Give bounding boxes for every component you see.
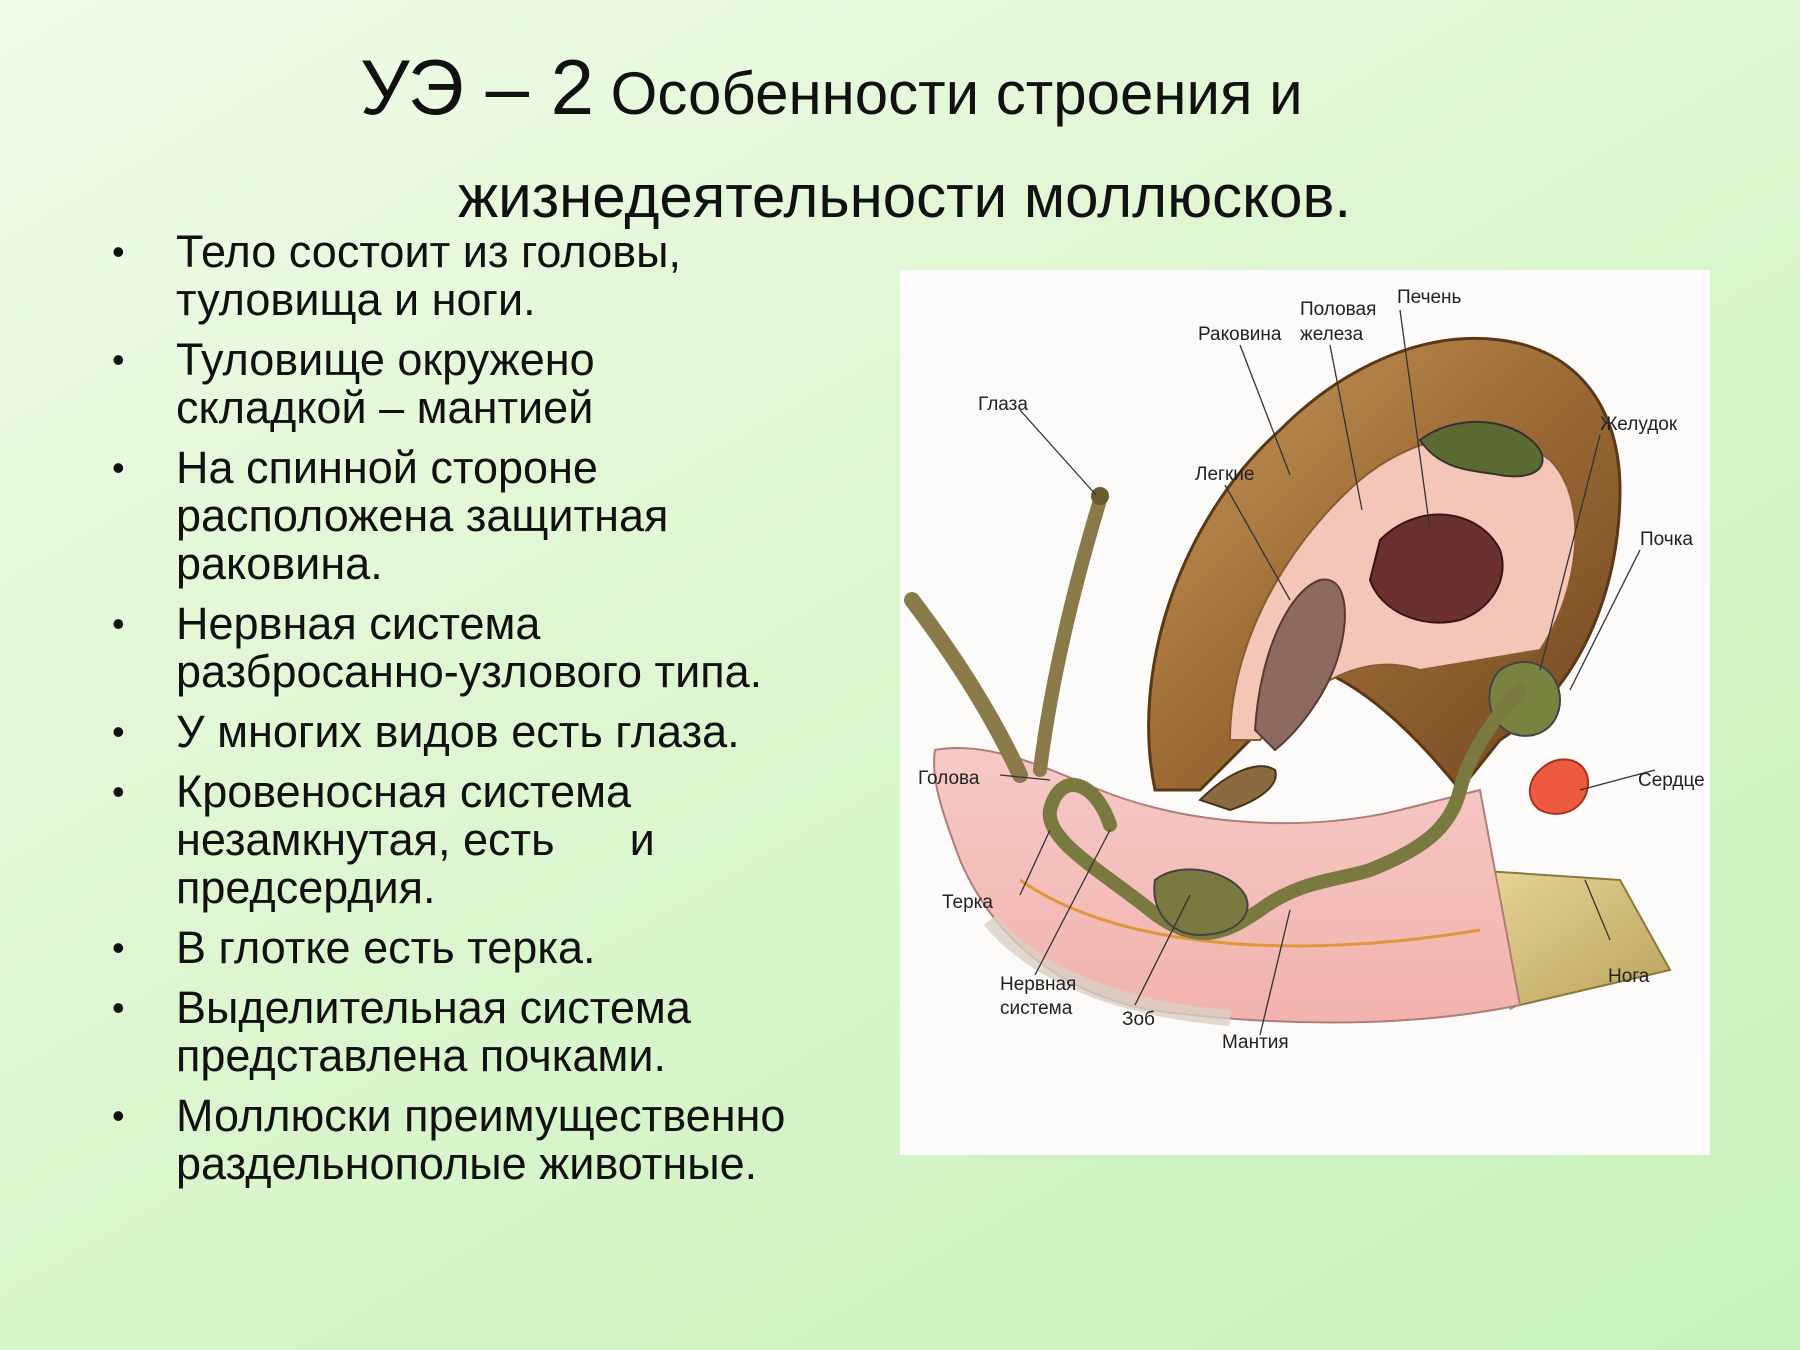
bullet-text: Тело состоит из головы, туловища и ноги. (176, 226, 681, 325)
bullet-text: В глотке есть терка. (176, 922, 596, 973)
bullet-dot: • (112, 927, 125, 968)
bullet-item (100, 336, 880, 432)
bullet-list (100, 228, 880, 1200)
bullet-dot: • (112, 339, 125, 380)
label-mantle: Мантия (1222, 1032, 1289, 1053)
eye-tentacle (1040, 500, 1100, 770)
bullet-text: Нервная система разбросанно-узлового типа. (176, 598, 763, 697)
bullet-dot: • (112, 231, 125, 272)
label-radula: Терка (942, 892, 993, 913)
label-foot: Нога (1608, 966, 1650, 987)
label-shell: Раковина (1198, 324, 1282, 345)
label-gonad-2: железа (1300, 324, 1364, 345)
title-text-1: Особенности строения и (594, 60, 1303, 127)
bullet-item (100, 924, 880, 972)
bullet-item (100, 984, 880, 1080)
label-crop: Зоб (1122, 1009, 1155, 1030)
bullet-item (100, 1092, 880, 1188)
bullet-item (100, 444, 880, 588)
bullet-dot: • (112, 711, 125, 752)
bullet-item (100, 600, 880, 696)
label-liver: Печень (1397, 287, 1462, 308)
snail-anatomy-figure (900, 270, 1710, 1155)
eye-tip (1091, 487, 1109, 505)
bullet-item (100, 708, 880, 756)
label-lungs: Легкие (1195, 464, 1255, 485)
bullet-text: У многих видов есть глаза. (176, 706, 740, 757)
snail-illustration (900, 270, 1710, 1155)
bullet-dot: • (112, 987, 125, 1028)
label-kidney: Почка (1640, 529, 1694, 550)
title-text-2: жизнедеятельности моллюсков. (458, 163, 1351, 230)
label-nerve-1: Нервная (1000, 974, 1077, 995)
bullet-text: Кровеносная система незамкнутая, есть и предсердия. (176, 766, 655, 913)
bullet-dot: • (112, 1095, 125, 1136)
bullet-text: Выделительная система представлена почками. (176, 982, 691, 1081)
label-eyes: Глаза (978, 394, 1028, 415)
title-code: УЭ – 2 (360, 43, 594, 131)
bullet-item (100, 768, 880, 912)
bullet-item (100, 228, 880, 324)
label-head: Голова (918, 768, 980, 789)
liver-organ (1370, 515, 1503, 623)
label-gonad-1: Половая (1300, 299, 1377, 320)
slide-title (360, 42, 1560, 239)
bullet-text: Моллюски преимущественно раздельнополые животные. (176, 1090, 786, 1189)
bullet-dot: • (112, 447, 125, 488)
bullet-dot: • (112, 771, 125, 812)
bullet-dot: • (112, 603, 125, 644)
heart-organ (1530, 759, 1588, 813)
label-stomach: Желудок (1600, 414, 1678, 435)
label-nerve-2: система (1000, 998, 1073, 1019)
bullet-text: На спинной стороне расположена защитная раковина. (176, 442, 669, 589)
label-heart: Сердце (1638, 770, 1705, 791)
bullet-text: Туловище окружено складкой – мантией (176, 334, 595, 433)
